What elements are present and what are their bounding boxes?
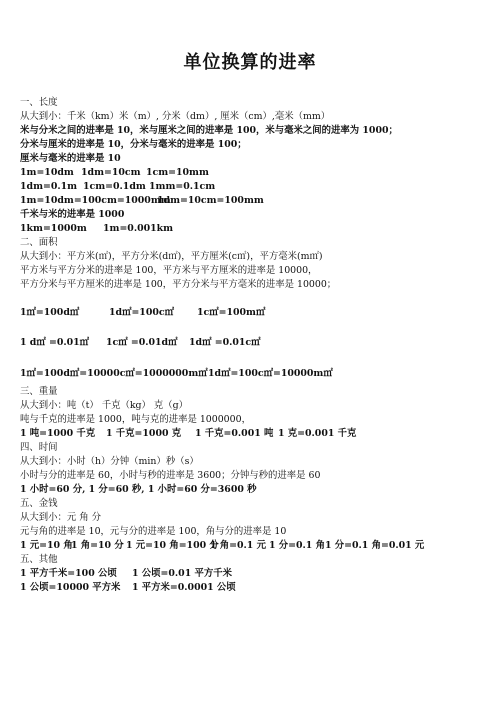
length-rates-2: 分米与厘米的进率是 10，分米与毫米的进率是 100； [20,139,247,150]
area-eq: 1㎡=100d㎡=10000c㎡=1000000m㎡ [20,368,208,379]
length-eq: 1m=10dm=100cm=1000mm [20,195,171,206]
money-rates: 元与角的进率是 10，元与分的进率是 100，角与分的进率是 10 [20,526,287,537]
length-eq: 1cm=0.1dm [83,181,146,192]
money-eq: 1 元=10 角=100 分 [126,540,219,551]
area-eq: 1d㎡=100c㎡ [109,307,174,318]
weight-eq: 1 吨=1000 千克 [20,428,96,439]
area-rates-2: 平方分米与平方厘米的进率是 100，平方分米与平方毫米的进率是 10000； [20,279,337,290]
area-eq: 1 d㎡ =0.01㎡ [20,337,90,348]
time-rates: 小时与分的进率是 60，小时与秒的进率是 3600；分钟与秒的进率是 60 [20,470,321,481]
area-order: 从大到小：平方米(㎡)，平方分米(d㎡)，平方厘米(c㎡)，平方毫米(m㎡) [20,251,323,262]
other-eq: 1 平方米=0.0001 公顷 [132,582,236,593]
money-eq: 1 角=10 分 [71,540,124,551]
length-order: 从大到小：千米（km）米（m）, 分米（dm）, 厘米（cm）,毫米（mm） [20,111,331,122]
length-eq: 1dm=0.1m [20,181,78,192]
other-eq: 1 平方千米=100 公顷 [20,568,117,579]
area-eq: 1c㎡=100m㎡ [197,307,266,318]
length-eq: 1dm=10cm [81,167,141,178]
weight-eq: 1 千克=0.001 吨 [195,428,274,439]
area-eq: 1c㎡ =0.01d㎡ [106,337,178,348]
length-rates-3: 厘米与毫米的进率是 10 [20,153,121,164]
length-eq: 1m=10dm [20,167,74,178]
other-eq: 1 公顷=0.01 平方千米 [132,568,232,579]
section-length-heading: 一、长度 [20,97,58,108]
weight-eq: 1 千克=1000 克 [106,428,182,439]
weight-rates: 吨与千克的进率是 1000，吨与克的进率是 1000000， [20,414,251,425]
time-order: 从大到小：小时（h）分钟（min）秒（s） [20,456,199,467]
weight-eq: 1 克=0.001 千克 [278,428,357,439]
section-area-heading: 二、面积 [20,237,58,248]
other-eq: 1 公顷=10000 平方米 [20,582,121,593]
length-eq: 1cm=10mm [146,167,209,178]
page-title: 单位换算的进率 [183,52,317,73]
length-eq: 1mm=0.1cm [149,181,216,192]
length-eq: 1dm=10cm=100mm [157,195,264,206]
section-weight-heading: 三、重量 [20,386,58,397]
section-time-heading: 四、时间 [20,442,58,453]
length-rates-1: 米与分米之间的进率是 10，米与厘米之间的进率是 100，米与毫米之间的进率为 1000； [20,125,398,136]
section-other-heading: 五、其他 [20,554,58,565]
section-money-heading: 五、金钱 [20,498,58,509]
length-eq: 1m=0.001km [103,223,174,234]
area-eq: 1㎡=100d㎡ [20,307,80,318]
money-eq: 1 分=0.1 角 [269,540,325,551]
length-eq: 1km=1000m [20,223,87,234]
money-order: 从大到小：元 角 分 [20,512,101,523]
length-rate-km: 千米与米的进率是 1000 [20,209,125,220]
money-eq: 1 分=0.1 角=0.01 元 [325,540,425,551]
weight-order: 从大到小：吨（t） 千克（kg） 克（g） [20,400,189,411]
area-rates-1: 平方米与平方分米的进率是 100，平方米与平方厘米的进率是 10000， [20,265,318,276]
area-eq: 1d㎡ =0.01c㎡ [189,337,261,348]
money-eq: 1 角=0.1 元 [210,540,266,551]
area-eq: 1d㎡=100c㎡=10000m㎡ [208,368,333,379]
time-eq: 1 小时=60 分, 1 分=60 秒, 1 小时=60 分=3600 秒 [20,484,257,495]
money-eq: 1 元=10 角 [20,540,73,551]
